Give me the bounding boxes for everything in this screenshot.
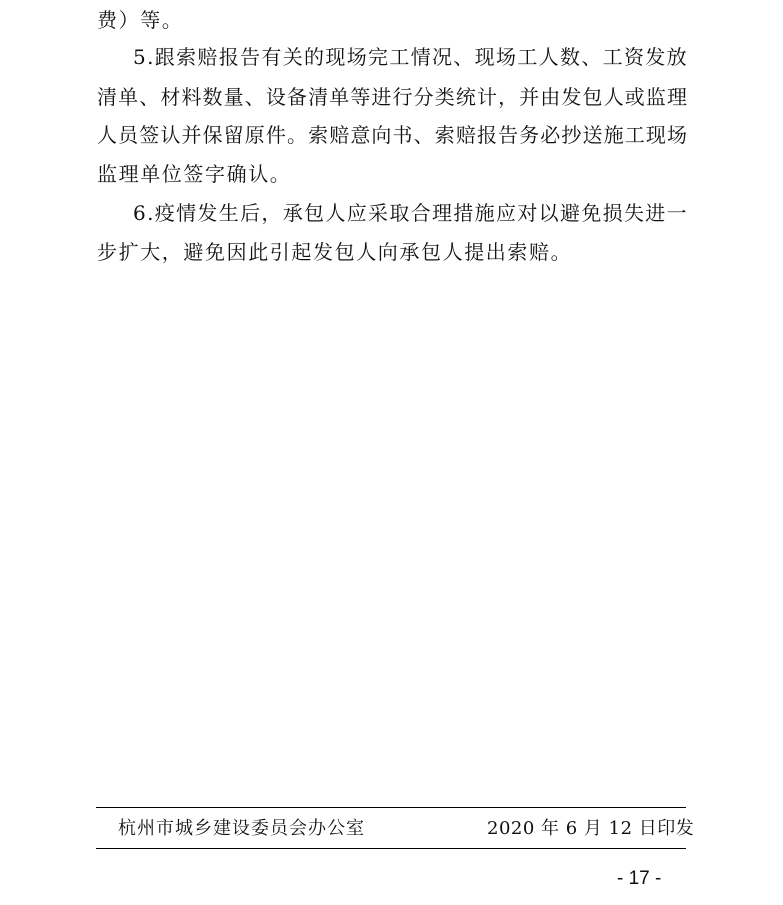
footer-issuer: 杭州市城乡建设委员会办公室 <box>118 818 365 839</box>
paragraph-line-justified: 清 单 、 材 料 数 量 、 设 备 清 单 等 进 行 分 类 统 计 ， 并 由 发 包 人 或 监 理 <box>97 85 687 109</box>
paragraph-line-justified: 5 . 跟 索 赔 报 告 有 关 的 现 场 完 工 情 况 、 现 场 工 人 数 、 工 资 发 放 <box>133 45 687 69</box>
paragraph-line: 监理单位签字确认。 <box>97 162 292 186</box>
footer-top-rule <box>96 807 686 808</box>
footer-bottom-rule <box>96 848 686 849</box>
paragraph-line: 费）等。 <box>97 8 184 32</box>
paragraph-line-justified: 人 员 签 认 并 保 留 原 件 。 索 赔 意 向 书 、 索 赔 报 告 务 必 抄 送 施 工 现 场 <box>97 123 687 147</box>
page-number: - 17 - <box>617 868 662 889</box>
paragraph-line-justified: 6 . 疫 情 发 生 后 ， 承 包 人 应 采 取 合 理 措 施 应 对 以 避 免 损 失 进 一 <box>133 201 687 225</box>
footer-date: 2020 年 6 月 12 日印发 <box>487 818 695 839</box>
paragraph-line: 步扩大，避免因此引起发包人向承包人提出索赔。 <box>97 240 573 264</box>
